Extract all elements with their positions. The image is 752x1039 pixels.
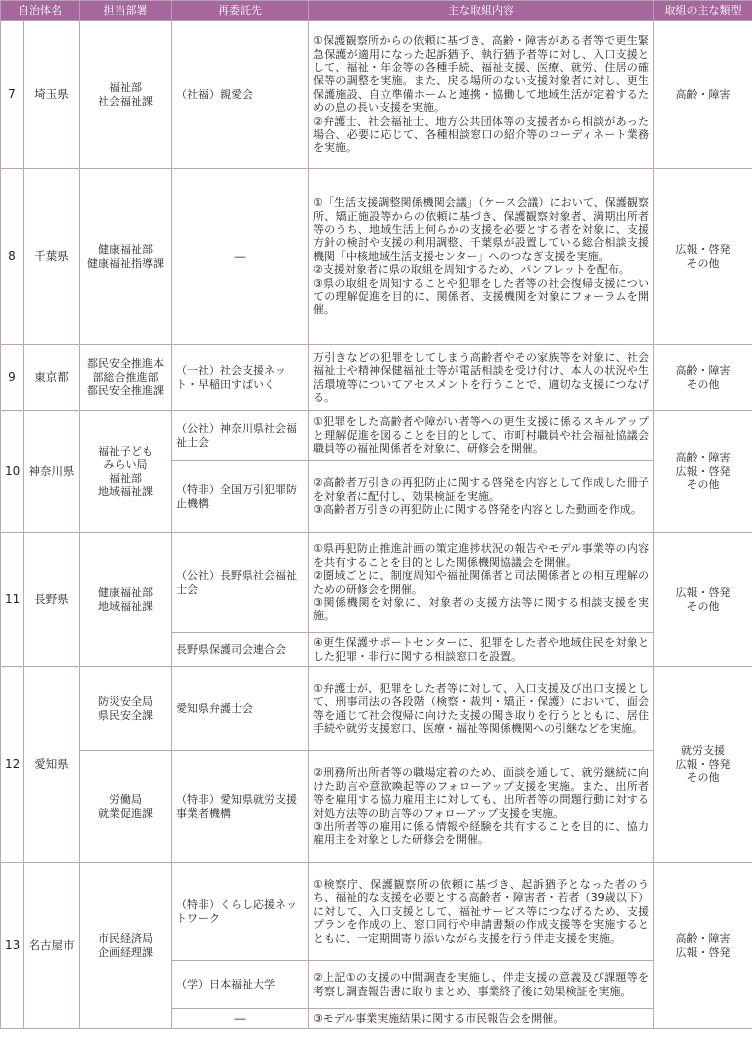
subcontractor-name: 愛知県弁護士会 — [172, 667, 309, 751]
activity-content: 万引きなどの犯罪をしてしまう高齢者やその家族等を対象に、社会福祉士や精神保健福祉士等が電話相談を受け付け、本人の状況や生活環境等についてアセスメントを行うことで、適切な支援につなげる。 — [309, 345, 654, 411]
department-name: 都民安全推進本部総合推進部 都民安全推進課 — [80, 345, 172, 411]
subcontractor-name: （学）日本福祉大学 — [172, 961, 309, 1009]
table-row — [1, 533, 752, 633]
activity-type: 高齢・障害 広報・啓発 その他 — [654, 411, 752, 533]
department-name: 健康福祉部 健康福祉指導課 — [80, 169, 172, 345]
activity-content: ②上記①の支援の中間調査を実施し、伴走支援の意義及び課題等を考察し調査報告書に取りまとめ、事業終了後に効果検証を実施。 — [309, 961, 654, 1009]
department-name: 防災安全局 県民安全課 — [80, 667, 172, 751]
municipality-name: 千葉県 — [24, 169, 80, 345]
row-number: 9 — [1, 345, 24, 411]
department-name: 福祉子ども みらい局 福祉部 地域福祉課 — [80, 411, 172, 533]
table-row — [1, 411, 752, 461]
header-main-activities: 主な取組内容 — [309, 1, 654, 21]
table-row — [1, 21, 752, 169]
activity-content: ①検察庁、保護観察所の依頼に基づき、起訴猶予となった者のうち、福祉的な支援を必要とする高齢者・障害者・若者（39歳以下）に対して、入口支援として、福祉サービス等につなげるため、支援プランを作成の上、窓口同行や申請書類の作成支援等を実施するとともに、一定期間寄り添いながら支援を行う伴走支援を実施。 — [309, 863, 654, 961]
table-row — [1, 863, 752, 961]
activity-type: 広報・啓発 その他 — [654, 533, 752, 667]
activity-type: 高齢・障害 — [654, 21, 752, 169]
municipality-name: 愛知県 — [24, 667, 80, 863]
subcontractor-name: （一社）社会支援ネット・早稲田すぱいく — [172, 345, 309, 411]
activity-content: ①弁護士が、犯罪をした者等に対して、入口支援及び出口支援として、刑事司法の各段階（検察・裁判・矯正・保護）において、面会等を通じて社会復帰に向けた支援の聞き取りを行うとともに、居住手続や就労支援窓口、医療・福祉等関係機関への引継などを実施。 — [309, 667, 654, 751]
department-name: 福祉部 社会福祉課 — [80, 21, 172, 169]
row-number: 10 — [1, 411, 24, 533]
activity-type: 高齢・障害 広報・啓発 — [654, 863, 752, 1029]
table-row — [1, 169, 752, 345]
activity-content: ③モデル事業実施結果に関する市民報告会を開催。 — [309, 1009, 654, 1029]
table-row — [1, 345, 752, 411]
subcontractor-name: （公社）長野県社会福祉士会 — [172, 533, 309, 633]
row-number: 13 — [1, 863, 24, 1029]
header-department: 担当部署 — [80, 1, 172, 21]
municipality-name: 神奈川県 — [24, 411, 80, 533]
subcontractor-name: ― — [172, 1009, 309, 1029]
activity-type: 広報・啓発 その他 — [654, 169, 752, 345]
row-number: 8 — [1, 169, 24, 345]
department-name: 健康福祉部 地域福祉課 — [80, 533, 172, 667]
header-subcontractor: 再委託先 — [172, 1, 309, 21]
activity-content: ②高齢者万引きの再犯防止に関する啓発を内容として作成した冊子を対象者に配付し、効果検証を実施。 ③高齢者万引きの再犯防止に関する啓発を内容とした動画を作成。 — [309, 461, 654, 533]
activity-content: ④更生保護サポートセンターに、犯罪をした者や地域住民を対象とした犯罪・非行に関する相談窓口を設置。 — [309, 633, 654, 667]
subcontractor-name: （特非）愛知県就労支援事業者機構 — [172, 751, 309, 863]
header-municipality: 自治体名 — [1, 1, 80, 21]
subcontractor-name: 長野県保護司会連合会 — [172, 633, 309, 667]
subcontractor-name: （特非）全国万引犯罪防止機構 — [172, 461, 309, 533]
subcontractor-name: ― — [172, 169, 309, 345]
activity-type: 高齢・障害 その他 — [654, 345, 752, 411]
department-name: 市民経済局 企画経理課 — [80, 863, 172, 1029]
municipality-name: 長野県 — [24, 533, 80, 667]
municipality-name: 東京都 — [24, 345, 80, 411]
header-row — [1, 1, 752, 21]
header-type: 取組の主な類型 — [654, 1, 752, 21]
municipality-name: 埼玉県 — [24, 21, 80, 169]
activity-content: ①犯罪をした高齢者や障がい者等への更生支援に係るスキルアップと理解促進を図ることを目的として、市町村職員や社会福祉協議会職員等の福祉関係者を対象に、研修会を開催。 — [309, 411, 654, 461]
row-number: 12 — [1, 667, 24, 863]
activity-type: 就労支援 広報・啓発 その他 — [654, 667, 752, 863]
row-number: 7 — [1, 21, 24, 169]
municipality-name: 名古屋市 — [24, 863, 80, 1029]
activity-content: ①保護観察所からの依頼に基づき、高齢・障害がある者等で更生緊急保護が適用になった起訴猶予、執行猶予者等に対し、入口支援として、福祉・年金等の各種手続、福祉支援、医療、就労、住居の確保等の調整を実施。また、戻る場所のない支援対象者に対し、更生保護施設、自立準備ホームと連携・協働して地域生活が定着するための息の長い支援を実施。 ②弁護士、社会福祉士、地方公共団体等の支援者から相談があった場合、必要に応じて、各種相談窓口の紹介等のコーディネート業務を実施。 — [309, 21, 654, 169]
subcontractor-name: （公社）神奈川県社会福祉士会 — [172, 411, 309, 461]
table-row — [1, 751, 752, 863]
department-name: 労働局 就業促進課 — [80, 751, 172, 863]
subcontractor-name: （特非）くらし応援ネットワーク — [172, 863, 309, 961]
activity-content: ①「生活支援調整関係機関会議」（ケース会議）において、保護観察所、矯正施設等からの依頼に基づき、保護観察対象者、満期出所者等のうち、地域生活上何らかの支援を必要とする者を対象に、支援方針の検討や支援の利用調整、千葉県が設置している総合相談支援機関「中核地域生活支援センター」へのつなぎ支援を実施。 ②支援対象者に県の取組を周知するため、パンフレットを配布。 ③県の取組を周知することや犯罪をした者等の社会復帰支援についての理解促進を目的に、関係者、支援機関を対象にフォーラムを開催。 — [309, 169, 654, 345]
table-row — [1, 667, 752, 751]
subcontractor-name: （社福）親愛会 — [172, 21, 309, 169]
row-number: 11 — [1, 533, 24, 667]
activity-content: ②刑務所出所者等の職場定着のため、面談を通して、就労継続に向けた助言や意欲喚起等のフォローアップ支援を実施。また、出所者等を雇用する協力雇用主に対しても、出所者等の問題行動に対する対処方法等の助言等のフォローアップ支援を実施。 ③出所者等の雇用に係る情報や経験を共有することを目的に、協力雇用主を対象とした研修会を開催。 — [309, 751, 654, 863]
activity-content: ①県再犯防止推進計画の策定進捗状況の報告やモデル事業等の内容を共有することを目的とした関係機関協議会を開催。 ②圏域ごとに、制度周知や福祉関係者と司法関係者との相互理解のための研修会を開催。 ③関係機関を対象に、対象者の支援方法等に関する相談支援を実施。 — [309, 533, 654, 633]
